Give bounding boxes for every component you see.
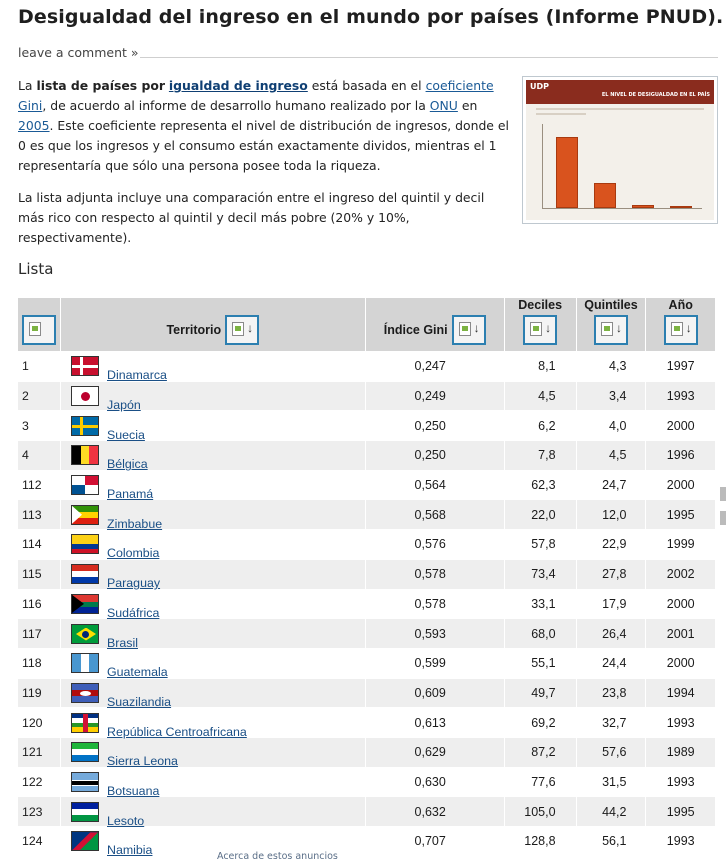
deciles-cell: 62,3: [504, 470, 576, 500]
flag-ls-icon[interactable]: [71, 802, 99, 822]
gini-table: [17, 297, 716, 857]
deciles-cell: 128,8: [504, 827, 576, 857]
quintiles-header: [576, 298, 646, 352]
deciles-header: [504, 298, 576, 352]
country-link[interactable]: Japón: [107, 398, 141, 413]
gini-cell: 0,250: [365, 411, 504, 441]
flag-se-icon[interactable]: [71, 416, 99, 436]
rank-cell: 118: [18, 648, 61, 678]
ad-info-link[interactable]: Acerca de estos anuncios: [217, 851, 338, 862]
deciles-cell: 8,1: [504, 352, 576, 382]
table-row: [18, 767, 716, 797]
rank-cell: 113: [18, 500, 61, 530]
article-intro: [18, 76, 510, 260]
deciles-cell: 33,1: [504, 589, 576, 619]
thumbnail-header: [526, 80, 714, 104]
quintiles-cell: 4,0: [576, 411, 646, 441]
table-row: [18, 441, 716, 471]
deciles-cell: 4,5: [504, 381, 576, 411]
flag-sl-icon[interactable]: [71, 742, 99, 762]
table-row: [18, 589, 716, 619]
deciles-cell: 55,1: [504, 648, 576, 678]
gini-cell: 0,247: [365, 352, 504, 382]
country-link[interactable]: Guatemala: [107, 665, 168, 680]
thumbnail-bar: [556, 137, 578, 208]
deciles-cell: 68,0: [504, 619, 576, 649]
gini-cell: 0,630: [365, 767, 504, 797]
table-body: [18, 352, 716, 857]
country-link[interactable]: Namibia: [107, 843, 153, 858]
text: , de acuerdo al informe de desarrollo humano realizado por la: [42, 98, 426, 113]
thumbnail-heading: EL NIVEL DE DESIGUALDAD EN EL PAÍS: [601, 92, 710, 98]
territorio-cell: [61, 411, 366, 441]
quintiles-cell: 22,9: [576, 530, 646, 560]
table-row: [18, 559, 716, 589]
flag-dk-icon[interactable]: [71, 356, 99, 376]
year-2005-link[interactable]: 2005: [18, 118, 50, 133]
table-row: [18, 797, 716, 827]
quintiles-cell: 4,5: [576, 441, 646, 471]
igualdad-ingreso-link[interactable]: igualdad de ingreso: [168, 78, 308, 93]
rank-cell: 119: [18, 678, 61, 708]
thumbnail-line: [536, 113, 586, 115]
rank-cell: 124: [18, 827, 61, 857]
deciles-header-label: Deciles: [518, 298, 563, 312]
country-link[interactable]: Suecia: [107, 427, 145, 442]
deciles-cell: 22,0: [504, 500, 576, 530]
flag-co-icon[interactable]: [71, 534, 99, 554]
gini-header-label: Índice Gini: [383, 323, 448, 337]
country-link[interactable]: Colombia: [107, 546, 160, 561]
quintiles-cell: 23,8: [576, 678, 646, 708]
quintiles-header-label: Quintiles: [584, 298, 638, 312]
sort-anio-button[interactable]: [664, 315, 698, 345]
year-cell: 2000: [646, 411, 716, 441]
sort-quintiles-button[interactable]: [594, 315, 628, 345]
deciles-cell: 73,4: [504, 559, 576, 589]
territorio-cell: [61, 708, 366, 738]
intro-paragraph-1: [18, 76, 510, 176]
flag-jp-icon[interactable]: [71, 386, 99, 406]
sort-territorio-button[interactable]: [225, 315, 259, 345]
deciles-cell: 69,2: [504, 708, 576, 738]
territorio-cell: [61, 619, 366, 649]
country-link[interactable]: Paraguay: [107, 576, 161, 591]
sort-rank-button[interactable]: [22, 315, 56, 345]
anio-header: [646, 298, 716, 352]
gini-cell: 0,632: [365, 797, 504, 827]
gini-cell: 0,593: [365, 619, 504, 649]
flag-bw-icon[interactable]: [71, 772, 99, 792]
table-row: [18, 352, 716, 382]
flag-na-icon[interactable]: [71, 831, 99, 851]
quintiles-cell: 3,4: [576, 381, 646, 411]
thumbnail-bar: [670, 206, 692, 208]
year-cell: 2001: [646, 619, 716, 649]
territorio-cell: [61, 737, 366, 767]
territorio-cell: [61, 559, 366, 589]
quintiles-cell: 17,9: [576, 589, 646, 619]
country-link[interactable]: Sierra Leona: [107, 754, 178, 769]
thumbnail-brand: UDP: [530, 82, 549, 91]
sort-deciles-button[interactable]: [523, 315, 557, 345]
sort-arrow-icon: ↓: [545, 321, 552, 335]
territorio-header-label: Territorio: [166, 323, 222, 337]
table-row: [18, 381, 716, 411]
thumbnail-image: [526, 80, 714, 220]
year-cell: 1989: [646, 737, 716, 767]
quintiles-cell: 57,6: [576, 737, 646, 767]
territorio-cell: [61, 470, 366, 500]
quintiles-cell: 26,4: [576, 619, 646, 649]
territorio-cell: [61, 797, 366, 827]
gini-cell: 0,249: [365, 381, 504, 411]
intro-paragraph-2: La lista adjunta incluye una comparación entre el ingreso del quintil y decil más rico con respecto al quintil y decil más pobre (20% y 10%, respectivamente).: [18, 190, 485, 245]
quintiles-cell: 12,0: [576, 500, 646, 530]
territorio-cell: [61, 381, 366, 411]
country-link[interactable]: República Centroafricana: [107, 724, 247, 739]
sort-arrow-icon: ↓: [685, 321, 692, 335]
deciles-cell: 49,7: [504, 678, 576, 708]
gini-cell: 0,707: [365, 827, 504, 857]
country-link[interactable]: Panamá: [107, 487, 154, 502]
table-row: [18, 619, 716, 649]
rank-cell: 120: [18, 708, 61, 738]
flag-be-icon[interactable]: [71, 445, 99, 465]
text: . Este coeficiente representa el nivel de distribución de ingresos, donde el 0 es que los ingresos y el consumo están exactamente dividos, mientras el 1 representaría que sólo una persona posee toda la riqueza.: [18, 118, 509, 173]
text: en: [461, 98, 478, 113]
gini-cell: 0,250: [365, 441, 504, 471]
comment-row: [18, 42, 718, 60]
gini-cell: 0,578: [365, 559, 504, 589]
table-header-row: [18, 298, 716, 352]
image-icon: [29, 322, 41, 336]
country-link[interactable]: Bélgica: [107, 457, 148, 472]
rank-cell: 2: [18, 381, 61, 411]
table-row: [18, 827, 716, 857]
image-icon: [530, 322, 542, 336]
territorio-cell: [61, 767, 366, 797]
table-row: [18, 648, 716, 678]
text: está basada en el: [311, 78, 422, 93]
gini-cell: 0,576: [365, 530, 504, 560]
thumbnail-line: [536, 108, 704, 110]
table-row: [18, 470, 716, 500]
year-cell: 2002: [646, 559, 716, 589]
quintiles-cell: 4,3: [576, 352, 646, 382]
rank-cell: 112: [18, 470, 61, 500]
year-cell: 1996: [646, 441, 716, 471]
table-row: [18, 500, 716, 530]
quintiles-cell: 32,7: [576, 708, 646, 738]
deciles-cell: 6,2: [504, 411, 576, 441]
year-cell: 1995: [646, 500, 716, 530]
territorio-cell: [61, 352, 366, 382]
country-link[interactable]: Suazilandia: [107, 694, 172, 709]
table-row: [18, 411, 716, 441]
rank-cell: 121: [18, 737, 61, 767]
rank-cell: 114: [18, 530, 61, 560]
territorio-cell: [61, 589, 366, 619]
territorio-cell: [61, 441, 366, 471]
flag-pa-icon[interactable]: [71, 475, 99, 495]
coeficiente-gini-link[interactable]: coeficiente Gini: [18, 78, 494, 113]
gini-header: [365, 298, 504, 352]
country-link[interactable]: Zimbabue: [107, 516, 163, 531]
gini-cell: 0,629: [365, 737, 504, 767]
rank-cell: 3: [18, 411, 61, 441]
territorio-cell: [61, 530, 366, 560]
section-title: Lista: [18, 260, 54, 278]
image-icon: [601, 322, 613, 336]
rank-header: [18, 298, 61, 352]
sort-arrow-icon: ↓: [247, 321, 254, 335]
country-link[interactable]: Dinamarca: [107, 368, 167, 383]
deciles-cell: 7,8: [504, 441, 576, 471]
flag-py-icon[interactable]: [71, 564, 99, 584]
territorio-cell: [61, 678, 366, 708]
country-link[interactable]: Brasil: [107, 635, 138, 650]
leave-comment-link[interactable]: leave a comment »: [18, 45, 139, 60]
deciles-cell: 87,2: [504, 737, 576, 767]
gini-cell: 0,609: [365, 678, 504, 708]
country-link[interactable]: Sudáfrica: [107, 605, 160, 620]
gini-cell: 0,578: [365, 589, 504, 619]
quintiles-cell: 44,2: [576, 797, 646, 827]
territorio-cell: [61, 648, 366, 678]
quintiles-cell: 31,5: [576, 767, 646, 797]
table-row: [18, 678, 716, 708]
flag-zw-icon[interactable]: [71, 505, 99, 525]
table-row: [18, 708, 716, 738]
year-cell: 1997: [646, 352, 716, 382]
year-cell: 1999: [646, 530, 716, 560]
gini-cell: 0,599: [365, 648, 504, 678]
rank-cell: 115: [18, 559, 61, 589]
thumbnail-bar: [594, 183, 616, 208]
table-row: [18, 737, 716, 767]
year-cell: 2000: [646, 470, 716, 500]
quintiles-cell: 27,8: [576, 559, 646, 589]
deciles-cell: 77,6: [504, 767, 576, 797]
quintiles-cell: 56,1: [576, 827, 646, 857]
year-cell: 1995: [646, 797, 716, 827]
sort-gini-button[interactable]: [452, 315, 486, 345]
territorio-cell: [61, 500, 366, 530]
rank-cell: 123: [18, 797, 61, 827]
image-icon: [459, 322, 471, 336]
quintiles-cell: 24,7: [576, 470, 646, 500]
gini-cell: 0,568: [365, 500, 504, 530]
image-icon: [671, 322, 683, 336]
rank-cell: 116: [18, 589, 61, 619]
territorio-header: [61, 298, 366, 352]
side-scroll-marks: [720, 487, 726, 557]
year-cell: 1994: [646, 678, 716, 708]
year-cell: 2000: [646, 648, 716, 678]
deciles-cell: 105,0: [504, 797, 576, 827]
year-cell: 1993: [646, 708, 716, 738]
article-thumbnail[interactable]: [522, 76, 718, 224]
year-cell: 1993: [646, 381, 716, 411]
flag-za-icon[interactable]: [71, 594, 99, 614]
rank-cell: 122: [18, 767, 61, 797]
bold-text: lista de países por: [36, 78, 165, 93]
gini-cell: 0,613: [365, 708, 504, 738]
flag-br-icon[interactable]: [71, 624, 99, 644]
country-link[interactable]: Lesoto: [107, 813, 145, 828]
year-cell: 1993: [646, 767, 716, 797]
quintiles-cell: 24,4: [576, 648, 646, 678]
article-title[interactable]: Desigualdad del ingreso en el mundo por países (Informe PNUD).: [18, 6, 724, 28]
rank-cell: 4: [18, 441, 61, 471]
thumbnail-baseline: [542, 208, 702, 209]
country-link[interactable]: Botsuana: [107, 783, 160, 798]
flag-gt-icon[interactable]: [71, 653, 99, 673]
year-cell: 2000: [646, 589, 716, 619]
flag-cf-icon[interactable]: [71, 713, 99, 733]
table-row: [18, 530, 716, 560]
sort-arrow-icon: ↓: [473, 321, 480, 335]
onu-link[interactable]: ONU: [429, 98, 458, 113]
sort-arrow-icon: ↓: [615, 321, 622, 335]
flag-sz-icon[interactable]: [71, 683, 99, 703]
rank-cell: 117: [18, 619, 61, 649]
deciles-cell: 57,8: [504, 530, 576, 560]
image-icon: [232, 322, 244, 336]
year-cell: 1993: [646, 827, 716, 857]
divider: [140, 57, 718, 58]
thumbnail-axis: [542, 124, 543, 208]
anio-header-label: Año: [668, 298, 693, 312]
gini-cell: 0,564: [365, 470, 504, 500]
rank-cell: 1: [18, 352, 61, 382]
thumbnail-bar: [632, 205, 654, 208]
text: La: [18, 78, 33, 93]
